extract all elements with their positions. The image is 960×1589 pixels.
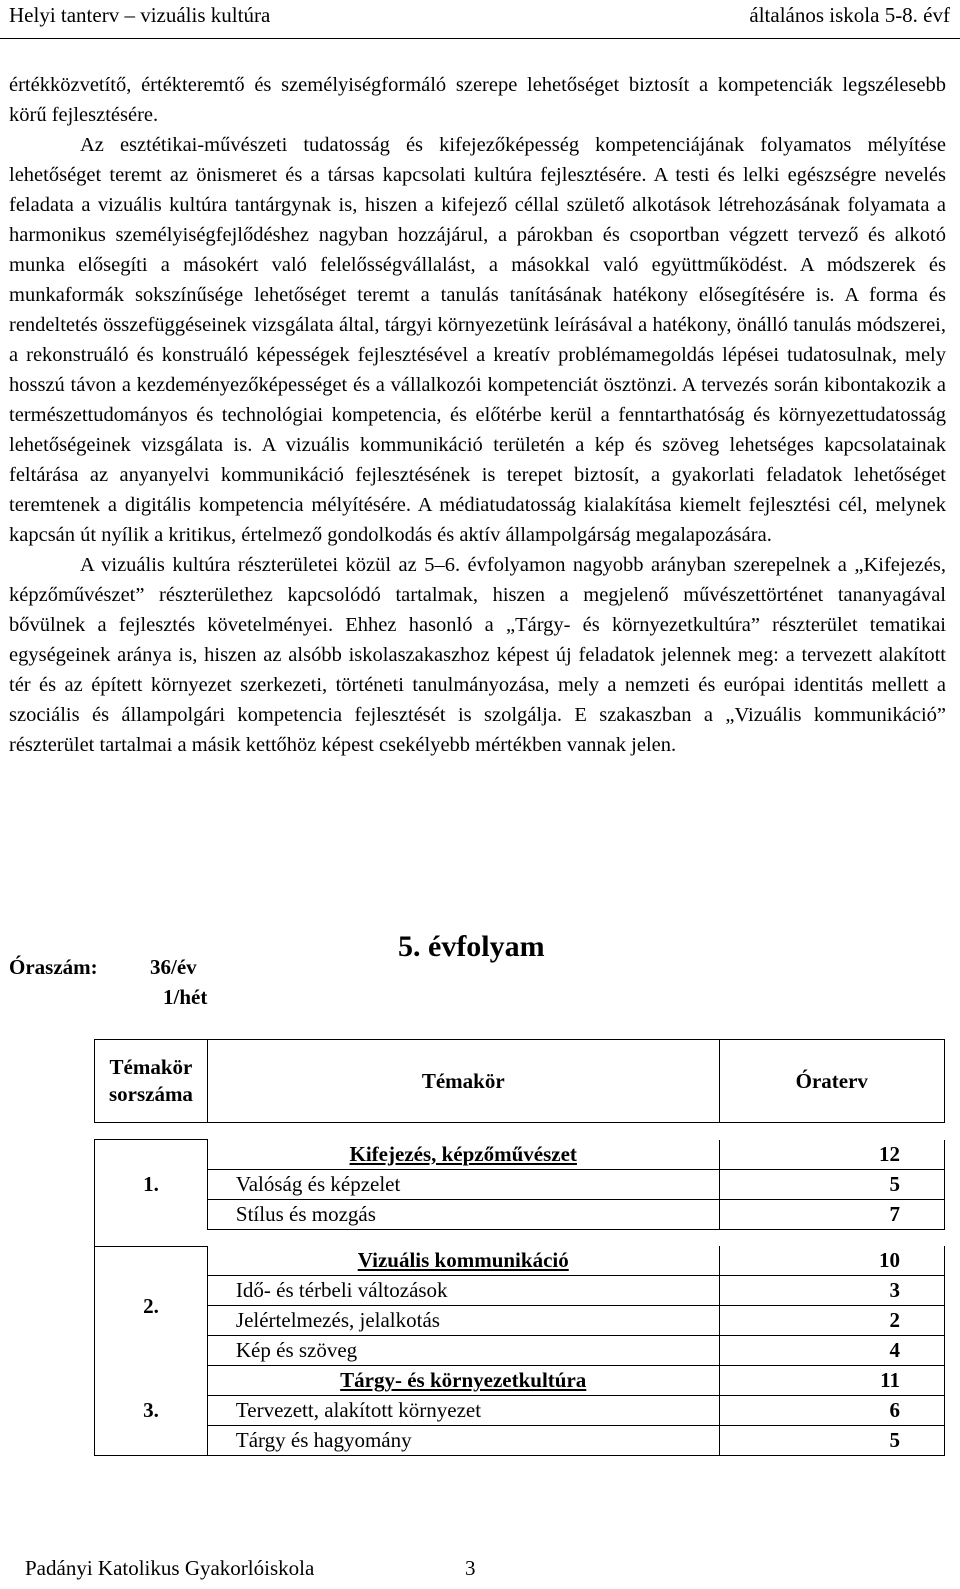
subtopic: Kép és szöveg (207, 1336, 719, 1366)
subtopic-hours: 3 (719, 1276, 944, 1306)
footer-school: Padányi Katolikus Gyakorlóiskola (25, 1556, 315, 1580)
table-row (95, 1426, 945, 1456)
table-header-row (95, 1040, 945, 1123)
subtopic: Tárgy és hagyomány (207, 1426, 719, 1456)
subtopic-hours: 2 (719, 1306, 944, 1336)
topic-hours: 10 (719, 1246, 944, 1276)
table-row (95, 1306, 945, 1336)
topic-heading: Kifejezés, képzőművészet (207, 1140, 719, 1170)
subtopic: Tervezett, alakított környezet (207, 1396, 719, 1426)
subtopic: Idő- és térbeli változások (207, 1276, 719, 1306)
table-row (95, 1246, 945, 1276)
subtopic-hours: 7 (719, 1199, 944, 1229)
subtopic-hours: 5 (719, 1169, 944, 1199)
hours-label: Óraszám: (9, 955, 98, 979)
topic-number: 3. (95, 1366, 208, 1456)
grade-title: 5. évfolyam (398, 930, 545, 963)
header-hours: Óraterv (719, 1040, 944, 1123)
header-divider (0, 38, 960, 39)
page-header (0, 0, 960, 36)
topic-hours: 12 (719, 1140, 944, 1170)
header-left-title: Helyi tanterv – vizuális kultúra (9, 3, 271, 27)
footer-page-number: 3 (465, 1556, 476, 1580)
topics-table (94, 1039, 945, 1456)
topic-number: 1. (95, 1140, 208, 1230)
subtopic: Stílus és mozgás (207, 1199, 719, 1229)
table-row (95, 1140, 945, 1170)
hours-per-year: 36/év (150, 955, 197, 979)
table-row (95, 1336, 945, 1366)
table-row (95, 1199, 945, 1229)
table-row (95, 1169, 945, 1199)
hours-per-week: 1/hét (163, 985, 208, 1009)
subtopic-hours: 5 (719, 1426, 944, 1456)
header-topic-number: Témakör sorszáma (95, 1040, 208, 1123)
topic-hours: 11 (719, 1366, 944, 1396)
paragraph-2: Az esztétikai-művészeti tudatosság és kifejezőképesség kompetenciájának folyamatos mélyítése lehetőséget teremt az önismeret és a társas kapcsolati kultúra fejlesztésére. A testi és lelki egészségre nevelés feladata a vizuális kultúra tantárgynak is, hiszen a kifejező céllal születő alkotások létrehozásának folyamata a harmonikus személyiségfejlődéshez nagyban hozzájárul, a párokban és csoportban végzett tervező és alkotó munka elősegíti a másokért való felelősségvállalást, a másokkal való együttműködést. A módszerek és munkaformák sokszínűsége lehetőséget teremt a tanulás tanításának hatékony elősegítésére is. A forma és rendeltetés összefüggéseinek vizsgálata által, tárgyi környezetünk leírásával a hatékony, önálló tanulás módszerei, a rekonstruáló és konstruáló képességek fejlesztésével a kreatív problémamegoldás lépései tudatosulnak, mely hosszú távon a kezdeményezőképességet és a vállalkozói kompetenciát ösztönzi. A tervezés során kibontakozik a természettudományos és technológiai kompetencia, és előtérbe kerül a fenntarthatóság és környezettudatosság lehetőségeinek vizsgálata is. A vizuális kommunikáció területén a kép és szöveg lehetséges kapcsolatainak feltárása az anyanyelvi kommunikáció fejlesztésének is terepet biztosít, a gyakorlati feladatok lehetőséget teremtenek a digitális kompetencia mélyítésére. A médiatudatosság kialakítása kiemelt fejlesztési cél, melynek kapcsán út nyílik a kritikus, értelmező gondolkodás és aktív állampolgárság megalapozására. (9, 134, 946, 546)
table-row (95, 1366, 945, 1396)
paragraph-3: A vizuális kultúra részterületei közül az 5–6. évfolyamon nagyobb arányban szerepelnek a „Kifejezés, képzőművészet” részterülethez kapcsolódó tartalmak, hiszen a megjelenő művészettörténet tananyagával bővülnek a fejlesztés követelményei. Ehhez hasonló a „Tárgy- és környezetkultúra” részterület tematikai egységeinek aránya is, hiszen az alsóbb iskolaszakaszhoz képest új feladatok jelennek meg: a tervezett alakított tér és az épített környezet szerkezeti, történeti tanulmányozása, mely a nemzeti és európai identitás mellett a szociális és állampolgári kompetencia fejlesztését is szolgálja. E szakaszban a „Vizuális kommunikáció” részterület tartalmai a másik kettőhöz képest csekélyebb mértékben vannak jelen. (9, 554, 946, 756)
header-topic: Témakör (207, 1040, 719, 1123)
paragraph-1: értékközvetítő, értékteremtő és személyiségformáló szerepe lehetőséget biztosít a kompetenciák legszélesebb körű fejlesztésére. (9, 74, 946, 126)
subtopic-hours: 6 (719, 1396, 944, 1426)
topic-heading: Tárgy- és környezetkultúra (207, 1366, 719, 1396)
topic-heading: Vizuális kommunikáció (207, 1246, 719, 1276)
subtopic-hours: 4 (719, 1336, 944, 1366)
subtopic: Valóság és képzelet (207, 1169, 719, 1199)
header-right-title: általános iskola 5-8. évf (749, 3, 950, 27)
topic-number: 2. (95, 1246, 208, 1366)
table-row (95, 1396, 945, 1426)
table-row (95, 1276, 945, 1306)
body-text (9, 70, 946, 760)
subtopic: Jelértelmezés, jelalkotás (207, 1306, 719, 1336)
